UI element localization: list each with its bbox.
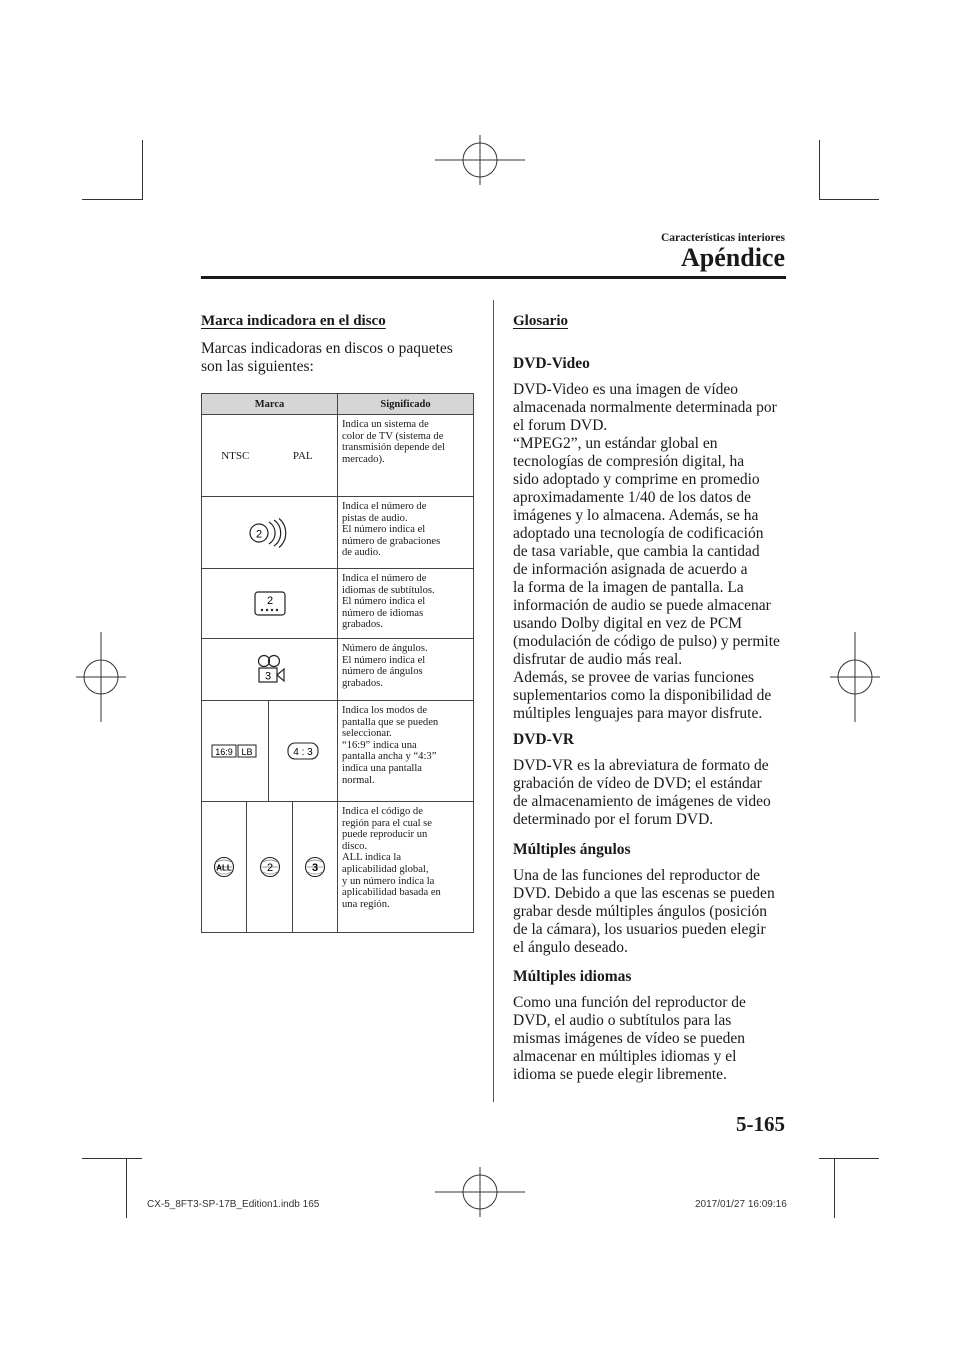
mark-pal: PAL [269,415,338,497]
table-row [202,639,474,701]
footer-timestamp: 2017/01/27 16:09:16 [695,1199,787,1210]
widescreen-label: 16:9 [215,747,233,757]
letterbox-label: LB [241,747,253,757]
normal-screen-icon [286,741,320,761]
glossary-term-dvd-video: DVD-Video [513,355,590,372]
registration-mark-bottom [435,1167,525,1217]
table-header-row [202,394,474,415]
registration-mark-right [830,632,880,722]
table-row [202,569,474,639]
table-row [202,701,474,802]
header-rule [201,276,786,279]
audio-tracks-label: 2 [255,528,262,540]
column-divider [493,300,494,1102]
registration-mark-top [435,135,525,185]
header-section: Características interiores [660,232,785,244]
mark-description: Indica el código de región para el cual se puede reproducir un disco. ALL indica la aplicabilidad global, y un número indica la aplicabilidad basada en una región. [338,802,474,933]
region-3-label: 3 [311,862,319,874]
angle-camera-icon [252,653,288,687]
region-all-label: ALL [216,863,232,873]
normal-screen-label: 4 : 3 [293,747,313,758]
glossary-term-multi-angle: Múltiples ángulos [513,841,631,858]
page-number: 5-165 [736,1112,785,1136]
glossary-term-multi-language: Múltiples idiomas [513,968,632,985]
region-2-icon [258,855,282,879]
region-3-icon [303,855,327,879]
section-title-disc-marks: Marca indicadora en el disco [201,313,386,329]
glossary-term-dvd-vr: DVD-VR [513,731,575,748]
mark-description: Indica un sistema de color de TV (sistema de transmisión depende del mercado). [338,415,474,497]
mark-description: Número de ángulos. El número indica el número de ángulos grabados. [338,639,474,701]
table-row [202,497,474,569]
disc-marks-intro: Marcas indicadoras en discos o paquetes son las siguientes: [201,340,453,375]
disc-marks-table [201,393,474,933]
region-2-label: 2 [266,862,273,874]
mark-description: Indica el número de pistas de audio. El número indica el número de grabaciones de audio. [338,497,474,569]
table-header-mark: Marca [202,394,338,415]
section-title-glossary: Glosario [513,313,568,329]
subtitle-label: 2 [266,594,273,607]
subtitle-icon [252,590,288,618]
table-row [202,415,474,497]
table-row [202,802,474,933]
glossary-def-multi-language: Como una función del reproductor de DVD, el audio o subtítulos para las mismas imágenes de vídeo se pueden almacenar en múltiples idiomas y el idioma se puede elegir libremente. [513,994,746,1083]
registration-mark-left [76,632,126,722]
angle-label: 3 [264,670,271,682]
glossary-def-dvd-vr: DVD-VR es la abreviatura de formato de grabación de vídeo de DVD; el estándar de almacenamiento de imágenes de video determinado por el forum DVD. [513,757,771,828]
mark-description: Indica los modos de pantalla que se pueden seleccionar. “16:9” indica una pantalla ancha y “4:3” indica una pantalla normal. [338,701,474,802]
region-all-icon [212,855,236,879]
audio-tracks-icon [245,518,295,548]
glossary-def-multi-angle: Una de las funciones del reproductor de DVD. Debido a que las escenas se pueden grabar desde múltiples ángulos (posición de la cámara), los usuarios pueden elegir el ángulo deseado. [513,867,775,956]
footer-file: CX-5_8FT3-SP-17B_Edition1.indb 165 [147,1199,320,1210]
glossary-def-dvd-video: DVD-Video es una imagen de vídeo almacenada normalmente determinada por el forum DVD. “MPEG2”, un estándar global en tecnologías de compresión digital, ha sido adoptado y comprime en promedio aproximadamente 1/40 de los datos de imágenes y lo almacena. Además, se ha adoptado una tecnología de codificación de tasa variable, que cambia la cantidad de información asignada de acuerdo a la forma de la imagen de pantalla. La información de audio se puede almacenar usando Dolby digital en vez de PCM (modulación de código de pulso) y permite disfrutar de audio más real. Además, se provee de varias funciones suplementarios como la disponibilidad de múltiples lenguajes para mayor disfrute. [513,381,780,722]
header-chapter: Apéndice [681,243,785,272]
table-header-meaning: Significado [338,394,474,415]
mark-description: Indica el número de idiomas de subtítulos. El número indica el número de idiomas grabados. [338,569,474,639]
mark-ntsc: NTSC [202,415,269,497]
widescreen-lb-icon [211,743,259,759]
